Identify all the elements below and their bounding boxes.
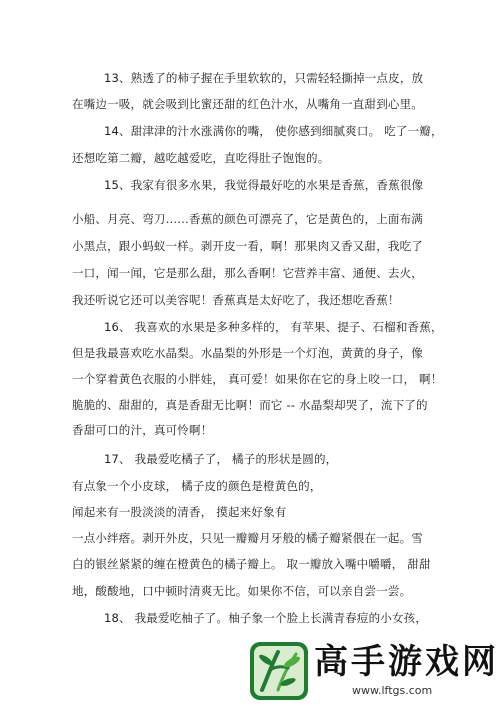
text-line: 18、 我最爱吃柚子了。柚子象一个脸上长满青春痘的小女孩， — [104, 611, 428, 625]
text-line: 脆脆的、甜甜的，真是香甜无比啊！而它 -- 水晶梨却哭了，流下了的 — [72, 398, 428, 412]
watermark-site-name: 高手游戏网 — [314, 642, 499, 682]
text-line: 17、 我最爱吃橘子了， 橘子的形状是圆的， — [104, 452, 338, 466]
text-line: 闻起来有一股淡淡的清香， 摸起来好象有 — [72, 505, 287, 519]
text-line: 16、 我喜欢的水果是多种多样的， 有苹果、提子、石榴和香蕉， — [104, 320, 443, 334]
text-line: 地，酸酸地，口中顿时清爽无比。如果你不信，可以亲自尝一尝。 — [72, 584, 412, 598]
text-line: 还想吃第二瓣，越吃越爱吃，直吃得肚子饱饱的。 — [72, 151, 330, 165]
text-line: 14、甜津津的汁水涨满你的嘴， 使你感到细腻爽口。 吃了一瓣， — [104, 124, 443, 138]
text-line: 一点小绊瘩。剥开外皮，只见一瓣瓣月牙般的橘子瓣紧偎在一起。雪 — [72, 531, 423, 545]
text-line: 有点象一个小皮球， 橘子皮的颜色是橙黄色的， — [72, 479, 322, 493]
text-line: 白的银丝紧紧的缠在橙黄色的橘子瓣上。 取一瓣放入嘴中嚼嚼， 甜甜 — [72, 557, 431, 571]
text-line: 在嘴边一吸，就会吸到比蜜还甜的红色汁水，从嘴角一直甜到心里。 — [72, 97, 423, 111]
text-line: 小黑点，跟小蚂蚁一样。剥开皮一看，啊！那果肉又香又甜，我吃了 — [72, 239, 423, 253]
text-line: 15、我家有很多水果，我觉得最好吃的水果是香蕉，香蕉很像 — [104, 178, 424, 192]
text-line: 13、熟透了的柿子握在手里软软的，只需轻轻撕掉一点皮，放 — [104, 71, 424, 85]
text-line: 我还听说它还可以美容呢！香蕉真是太好吃了，我还想吃香蕉！ — [72, 293, 400, 307]
text-line: 但是我最喜欢吃水晶梨。水晶梨的外形是一个灯泡，黄黄的身子，像 — [72, 346, 423, 360]
site-watermark — [248, 640, 499, 704]
watermark-url: www.lftgs.com — [352, 684, 433, 697]
text-line: 香甜可口的汁，真可怜啊！ — [72, 423, 213, 437]
text-line: 小船、月亮、弯刀……香蕉的颜色可漂亮了，它是黄色的，上面布满 — [72, 212, 423, 226]
text-line: 一口，闻一闻，它是那么甜，那么香啊！它营养丰富、通便、去火， — [72, 266, 423, 280]
bamboo-logo-icon — [248, 640, 310, 702]
text-line: 一个穿着黄色衣服的小胖娃， 真可爱！如果你在它的身上咬一口， 啊！ — [72, 372, 443, 386]
